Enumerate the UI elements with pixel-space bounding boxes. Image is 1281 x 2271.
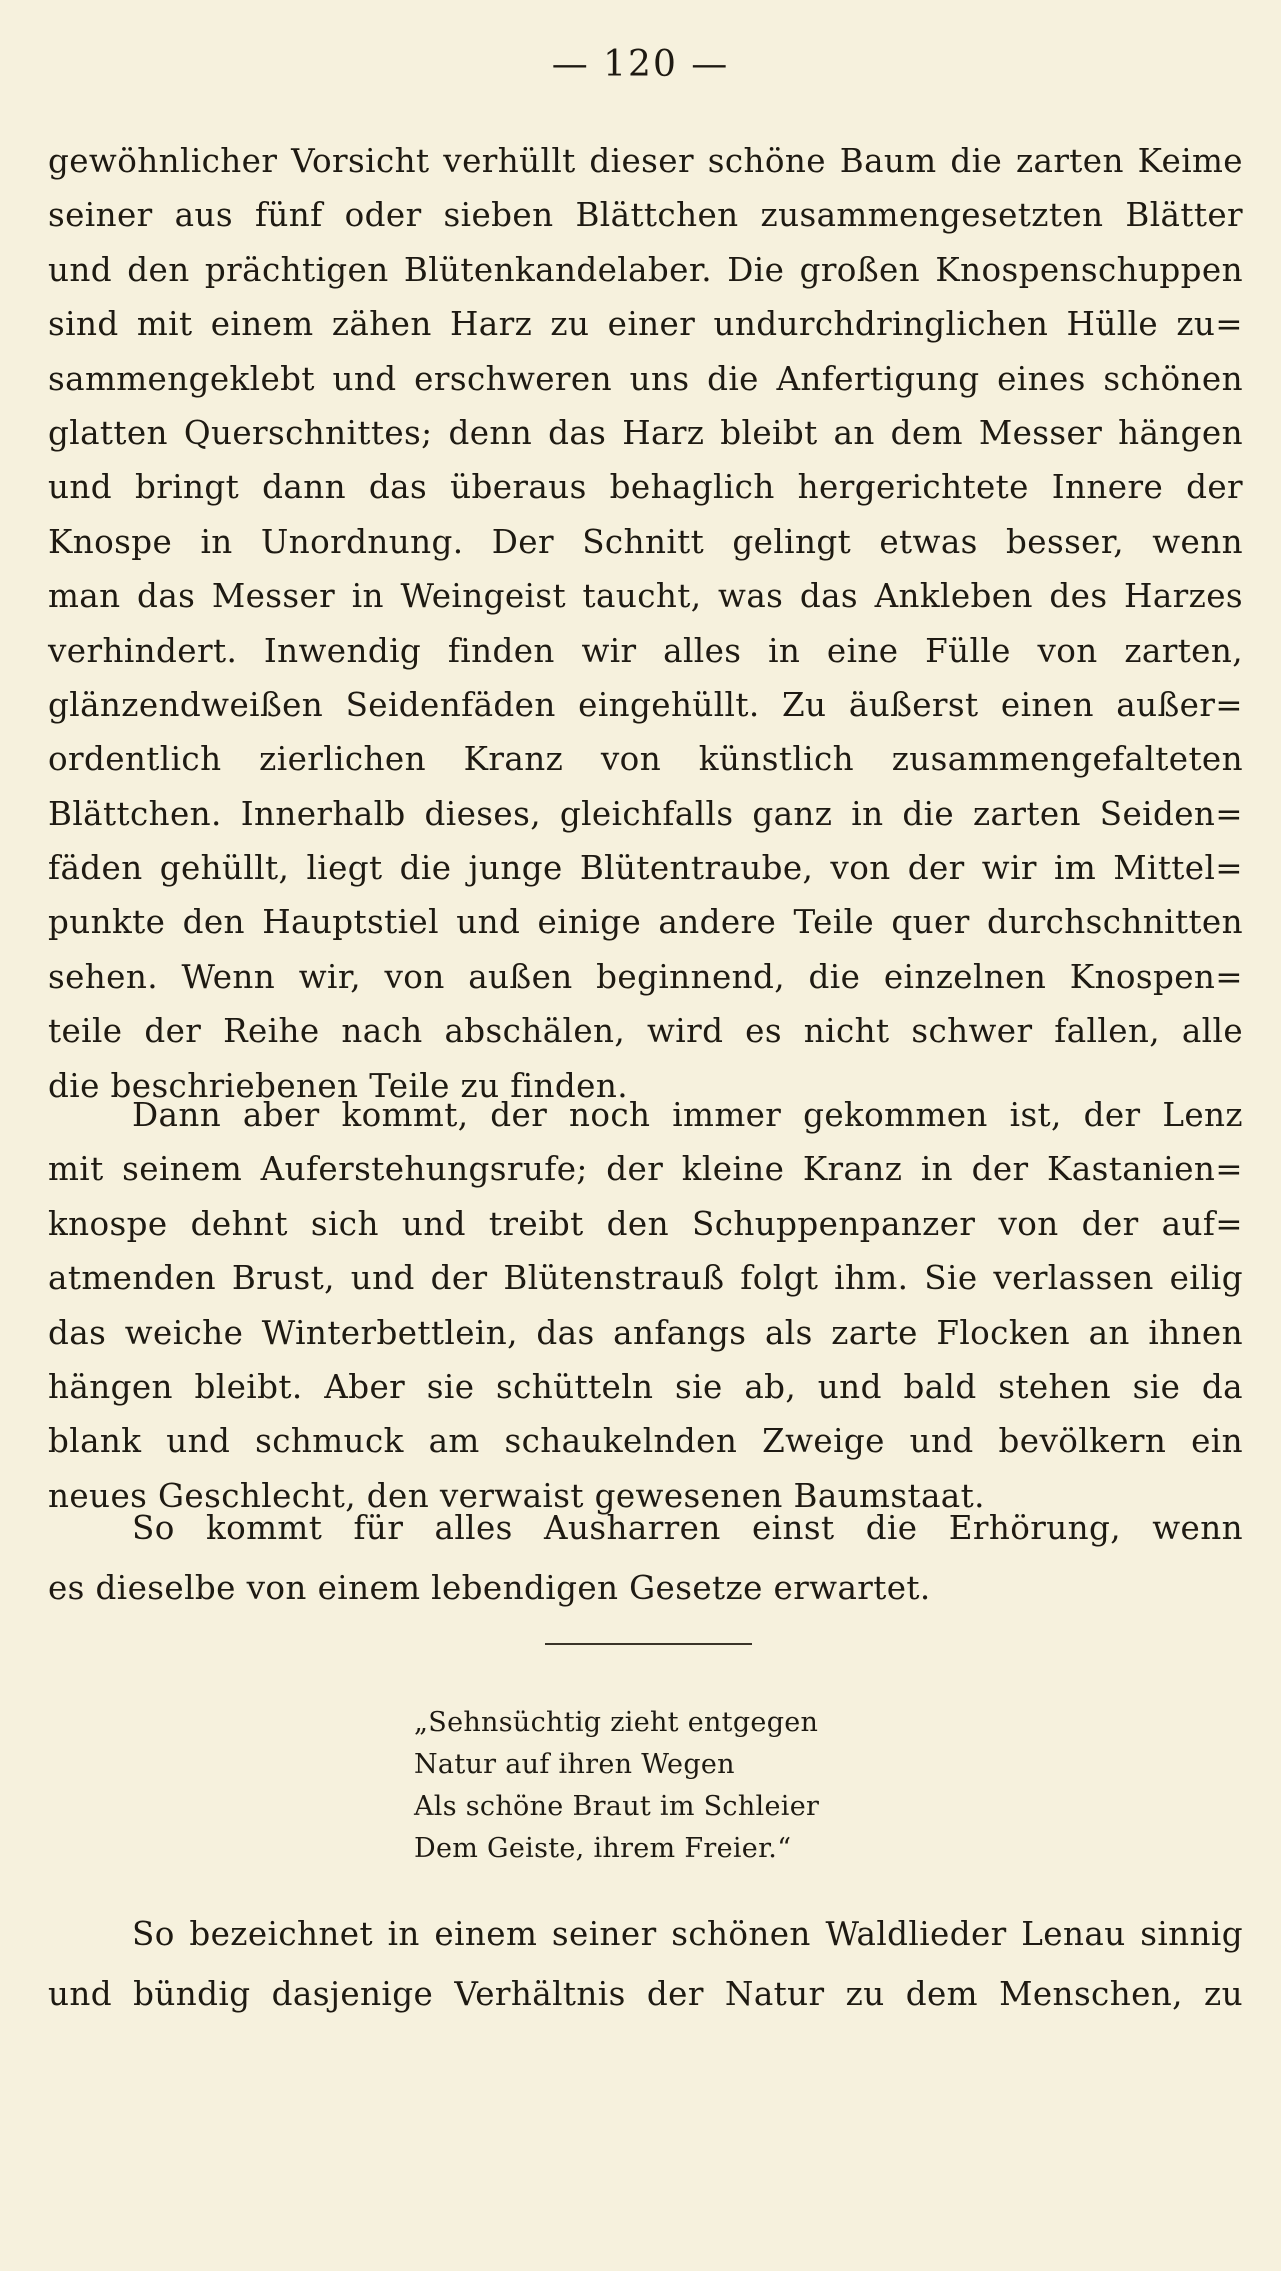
text-line: Blättchen. Innerhalb dieses, gleichfalls ganz in die zarten Seiden= xyxy=(48,794,1243,833)
text-line: punkte den Hauptstiel und einige andere Teile quer durchschnitten xyxy=(48,903,1243,942)
text-line: So kommt für alles Ausharren einst die Erhörung, wenn xyxy=(132,1509,1243,1547)
section-divider xyxy=(545,1643,752,1645)
poem-line: „Sehnsüchtig zieht entgegen xyxy=(414,1707,819,1738)
poem-line: Natur auf ihren Wegen xyxy=(414,1749,735,1780)
text-line: glänzendweißen Seidenfäden eingehüllt. Zu äußerst einen außer= xyxy=(48,685,1243,724)
text-line: und bündig dasjenige Verhältnis der Natur zu dem Menschen, zu xyxy=(48,1975,1243,2013)
text-line: sind mit einem zähen Harz zu einer undurchdringlichen Hülle zu= xyxy=(48,305,1243,344)
text-line: ordentlich zierlichen Kranz von künstlich zusammengefalteten xyxy=(48,740,1243,779)
text-line: glatten Querschnittes; denn das Harz bleibt an dem Messer hängen xyxy=(48,413,1243,452)
poem-line: Dem Geiste, ihrem Freier.“ xyxy=(414,1833,792,1864)
text-line: man das Messer in Weingeist taucht, was das Ankleben des Harzes xyxy=(48,577,1243,616)
text-line: sehen. Wenn wir, von außen beginnend, die einzelnen Knospen= xyxy=(48,957,1243,996)
page-number: — 120 — xyxy=(551,44,730,85)
paragraph xyxy=(48,1088,1243,1523)
text-line: gewöhnlicher Vorsicht verhüllt dieser schöne Baum die zarten Keime xyxy=(48,142,1243,180)
text-line: und den prächtigen Blütenkandelaber. Die großen Knospenschuppen xyxy=(48,250,1243,289)
text-line: es dieselbe von einem lebendigen Gesetze erwartet. xyxy=(48,1569,931,1607)
text-line: die beschriebenen Teile zu finden. xyxy=(48,1066,628,1105)
paragraph xyxy=(48,134,1243,1113)
text-line: sammengeklebt und erschweren uns die Anfertigung eines schönen xyxy=(48,359,1243,398)
text-line: mit seinem Auferstehungsrufe; der kleine Kranz in der Kastanien= xyxy=(48,1150,1243,1189)
text-line: atmenden Brust, und der Blütenstrauß folgt ihm. Sie verlassen eilig xyxy=(48,1259,1243,1298)
text-line: fäden gehüllt, liegt die junge Blütentraube, von der wir im Mittel= xyxy=(48,849,1243,888)
text-line: Dann aber kommt, der noch immer gekommen ist, der Lenz xyxy=(132,1096,1243,1134)
text-line: verhindert. Inwendig finden wir alles in eine Fülle von zarten, xyxy=(48,631,1243,670)
text-line: So bezeichnet in einem seiner schönen Waldlieder Lenau sinnig xyxy=(132,1915,1243,1953)
text-line: teile der Reihe nach abschälen, wird es nicht schwer fallen, alle xyxy=(48,1012,1243,1051)
poem-line: Als schöne Braut im Schleier xyxy=(414,1791,820,1822)
text-line: das weiche Winterbettlein, das anfangs als zarte Flocken an ihnen xyxy=(48,1313,1243,1352)
text-line: seiner aus fünf oder sieben Blättchen zusammengesetzten Blätter xyxy=(48,196,1243,235)
text-line: und bringt dann das überaus behaglich hergerichtete Innere der xyxy=(48,468,1243,507)
paragraph xyxy=(48,1904,1243,2024)
text-line: neues Geschlecht, den verwaist gewesenen Baumstaat. xyxy=(48,1476,985,1515)
text-line: hängen bleibt. Aber sie schütteln sie ab, und bald stehen sie da xyxy=(48,1367,1243,1406)
text-line: knospe dehnt sich und treibt den Schuppenpanzer von der auf= xyxy=(48,1204,1243,1243)
paragraph xyxy=(48,1498,1243,1618)
text-line: blank und schmuck am schaukelnden Zweige und bevölkern ein xyxy=(48,1422,1243,1461)
poem-quote xyxy=(414,1702,819,1870)
text-line: Knospe in Unordnung. Der Schnitt gelingt etwas besser, wenn xyxy=(48,522,1243,561)
